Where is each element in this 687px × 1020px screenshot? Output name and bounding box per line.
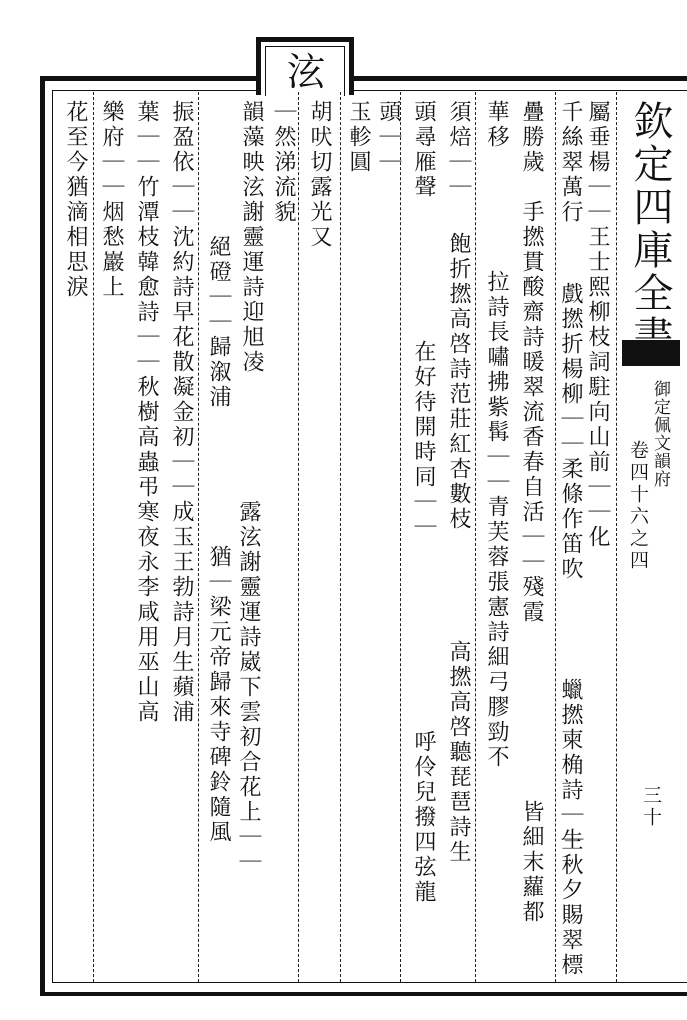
page-number: 三十 [640,785,662,829]
volume-label: 卷四十六之四 [627,440,649,572]
text-column: 頭｜｜ [376,100,401,175]
text-column: 千絲翠萬行 [558,100,583,225]
text-column: 頭尋雁聲 [411,100,436,200]
text-column: 皆細末蘿都 [519,800,544,925]
text-column: 生秋夕賜翠標 [558,828,583,978]
column-rule [93,92,94,982]
text-column: 花至今猶滴相思淚 [63,100,88,300]
text-column: 戲撚折楊柳｜｜柔條作笛吹 [558,282,583,582]
text-column: 疊勝歲 [519,100,544,175]
text-column: 呼伶兒撥四弦龍 [411,730,436,905]
text-column: 手撚貫酸齋詩暖翠流香春自活｜｜殘霞 [519,200,544,625]
text-column: 葉｜｜竹潭枝韓愈詩｜｜秋樹高蟲弔寒夜永李咸用巫山高 [134,100,159,725]
text-column: 拉詩長嘯拂紫髯｜｜青芙蓉張憲詩細弓膠勁不 [484,270,509,770]
text-column: 胡吠切露光又 [307,100,332,250]
column-rule [475,92,476,982]
book-title: 欽定四庫全書 [627,100,673,358]
text-column: 高撚高啓聽琵琶詩生 [446,640,471,865]
column-rule [616,92,617,982]
text-column: 須焙｜｜ [446,100,471,200]
text-column: 屬垂楊｜｜王士熙柳枝詞駐向山前｜｜化 [585,100,610,550]
entry-header-char: 泫 [286,50,325,94]
text-column: 玉軫圓 [346,100,371,175]
text-column: 振盈依｜｜沈約詩早花散凝金初｜｜成玉王勃詩月生蘋浦 [169,100,194,725]
text-column: 華移 [484,100,509,150]
column-rule [555,92,556,982]
text-column: 韻藻映泫謝靈運詩迎旭凌 [239,100,264,375]
column-rule [340,92,341,982]
text-column: 猶｜梁元帝歸來寺碑鈴隨風 [206,545,231,845]
text-column: 蠟撚柬桷詩｜｜ [558,678,583,853]
text-column: 絕磴｜｜歸溆浦 [206,235,231,410]
text-column: ｜然涕流貌 [271,100,296,225]
text-column: 露泫謝靈運詩崴下雲初合花上｜｜ [236,500,261,875]
sub-title: 御定佩文韻府 [650,380,670,488]
text-column: 飽折撚高啓詩范莊紅杏數枝 [446,232,471,532]
column-rule [298,92,299,982]
column-rule [198,92,199,982]
text-column: 在好待開時同｜｜ [411,340,436,540]
text-column: 樂府｜｜烟愁巖上 [99,100,124,300]
column-rule [400,92,401,982]
